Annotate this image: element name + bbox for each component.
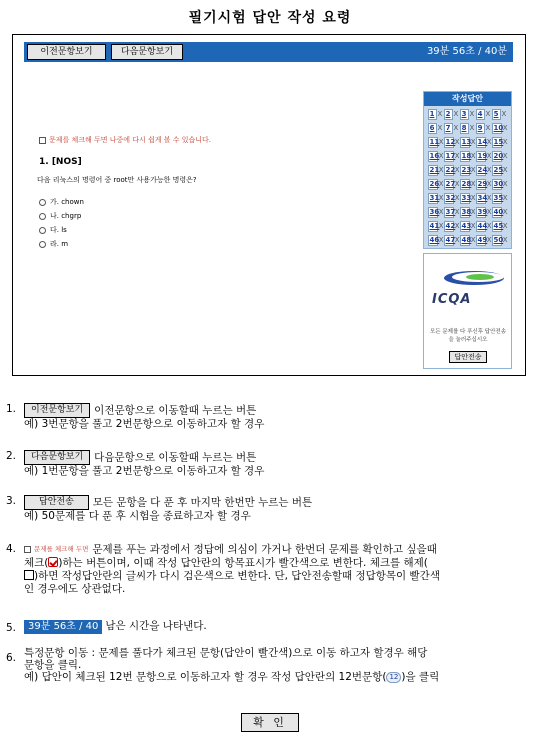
answer-number-link[interactable]: 8 — [460, 123, 469, 134]
instruction-text — [24, 620, 532, 634]
exam-screen-preview — [12, 34, 526, 376]
answer-number-link[interactable]: 49 — [477, 236, 488, 244]
answer-mark: X — [438, 236, 444, 244]
answer-number-link[interactable]: 46 — [429, 236, 440, 244]
instruction-number: 3. — [6, 495, 17, 507]
instruction-line: 특정문항 이동 : 문제를 풀다가 체크된 문항(답안이 빨간색)으로 이동 하고자 할경우 해당 — [24, 647, 428, 659]
answer-cell-11 — [428, 137, 444, 148]
answer-number-link[interactable]: 28 — [461, 180, 472, 188]
answer-mark: X — [453, 124, 459, 132]
answer-mark: X — [454, 208, 460, 216]
exam-top-bar — [24, 42, 513, 62]
instruction-text — [24, 403, 532, 430]
answer-mark: X — [438, 180, 444, 188]
answer-cell-38 — [460, 207, 476, 218]
answer-cell-44 — [476, 221, 492, 232]
instruction-number: 1. — [6, 403, 17, 415]
answer-cell-28 — [460, 179, 476, 190]
answer-cell-42 — [444, 221, 460, 232]
option-label: 다. ls — [50, 226, 67, 234]
answer-number-link[interactable]: 2 — [444, 109, 453, 120]
option-label: 나. chgrp — [50, 212, 82, 220]
answer-number-link[interactable]: 40 — [493, 208, 504, 216]
answer-cell-37 — [444, 207, 460, 218]
answer-mark: X — [486, 222, 492, 230]
option-2[interactable] — [39, 209, 84, 223]
instruction-line: )하면 작성답안란의 글씨가 다시 검은색으로 변한다. 단, 답안전송할때 정답항목이 빨간색 — [34, 569, 440, 582]
answer-number-link[interactable]: 16 — [429, 152, 440, 160]
answer-mark: X — [486, 180, 492, 188]
answer-number-link[interactable]: 33 — [461, 194, 472, 202]
instruction-line: 문제를 푸는 과정에서 정답에 의심이 가거나 한번더 문제를 확인하고 싶을때 — [92, 543, 437, 556]
answer-cell-48 — [460, 235, 476, 246]
answer-mark: X — [502, 138, 508, 146]
answer-cell-15 — [492, 137, 508, 148]
answer-cell-19 — [476, 151, 492, 162]
answer-cell-29 — [476, 179, 492, 190]
answer-number-link[interactable]: 6 — [428, 123, 437, 134]
answer-cell-20 — [492, 151, 508, 162]
checkbox-icon — [24, 546, 31, 553]
answer-mark: X — [470, 236, 476, 244]
answer-mark: X — [502, 222, 508, 230]
instruction-number: 5. — [6, 622, 17, 634]
instruction-number: 2. — [6, 450, 17, 462]
answer-mark: X — [438, 166, 444, 174]
answer-mark: X — [486, 138, 492, 146]
answer-mark: X — [485, 124, 491, 132]
answer-mark: X — [470, 138, 476, 146]
instruction-number: 4. — [6, 543, 17, 555]
answer-cell-4 — [476, 109, 492, 120]
answer-number-link[interactable]: 7 — [444, 123, 453, 134]
option-label: 라. m — [50, 240, 69, 248]
answer-12-link-icon: 12 — [386, 672, 401, 683]
instruction-text — [24, 450, 532, 477]
answer-mark: X — [486, 208, 492, 216]
answer-mark: X — [502, 166, 508, 174]
flag-question-toggle[interactable] — [39, 135, 211, 145]
answer-number-link[interactable]: 34 — [477, 194, 488, 202]
submit-panel — [423, 253, 512, 369]
checked-box-icon — [48, 557, 58, 567]
answer-cell-47 — [444, 235, 460, 246]
answer-number-link[interactable]: 41 — [429, 222, 440, 230]
answer-mark: X — [438, 138, 444, 146]
answer-number-link[interactable]: 17 — [445, 152, 456, 160]
demo-submit-button: 답안전송 — [24, 495, 89, 510]
instruction-line: 이전문항으로 이동할때 누르는 버튼 — [94, 404, 257, 417]
answer-number-link[interactable]: 47 — [445, 236, 456, 244]
answer-cell-50 — [492, 235, 508, 246]
answer-cell-43 — [460, 221, 476, 232]
question-text: 다음 리눅스의 명령어 중 root만 사용가능한 명령은? — [37, 176, 197, 184]
answer-number-link[interactable]: 43 — [461, 222, 472, 230]
instruction-line: 예) 1번문항을 풀고 2번문항으로 이동하고자 할 경우 — [24, 465, 265, 477]
answer-number-link[interactable]: 14 — [477, 138, 488, 146]
instruction-line: 예) 50문제를 다 푼 후 시험을 종료하고자 할 경우 — [24, 510, 251, 522]
instruction-text — [24, 495, 532, 522]
answer-cell-32 — [444, 193, 460, 204]
answer-mark: X — [486, 236, 492, 244]
radio-button[interactable] — [39, 199, 46, 206]
instruction-text — [24, 543, 532, 596]
answer-number-link[interactable]: 36 — [429, 208, 440, 216]
answer-number-link[interactable]: 12 — [445, 138, 456, 146]
answer-number-link[interactable]: 50 — [493, 236, 504, 244]
answer-number-link[interactable]: 32 — [445, 194, 456, 202]
answer-cell-45 — [492, 221, 508, 232]
answer-mark: X — [485, 110, 491, 118]
next-question-button[interactable]: 다음문항보기 — [111, 44, 183, 60]
answer-mark: X — [454, 138, 460, 146]
answer-mark: X — [438, 208, 444, 216]
answer-cell-6 — [428, 123, 444, 134]
answer-mark: X — [454, 194, 460, 202]
answer-mark: X — [438, 194, 444, 202]
instruction-line: 예) 3번문항을 풀고 2번문항으로 이동하고자 할 경우 — [24, 418, 265, 430]
answer-cell-31 — [428, 193, 444, 204]
answer-number-link[interactable]: 35 — [493, 194, 504, 202]
prev-question-button[interactable]: 이전문항보기 — [27, 44, 106, 60]
answer-number-link[interactable]: 19 — [477, 152, 488, 160]
answer-number-link[interactable]: 29 — [477, 180, 488, 188]
answer-cell-39 — [476, 207, 492, 218]
answer-number-link[interactable]: 31 — [429, 194, 440, 202]
question-number: 1. [NOS] — [39, 157, 82, 167]
option-4[interactable] — [39, 237, 84, 251]
answer-number-link[interactable]: 20 — [493, 152, 504, 160]
demo-next-button: 다음문항보기 — [24, 450, 90, 465]
answer-cell-12 — [444, 137, 460, 148]
answer-mark: X — [454, 222, 460, 230]
answer-number-link[interactable]: 30 — [493, 180, 504, 188]
answer-number-link[interactable]: 9 — [476, 123, 485, 134]
instruction-line: 예) 답안이 체크된 12번 문항으로 이동하고자 할 경우 작성 답안란의 12번문항( — [24, 671, 387, 683]
answer-mark: X — [437, 110, 443, 118]
answer-mark: X — [502, 194, 508, 202]
demo-flag-checkbox — [24, 543, 88, 556]
answer-number-link[interactable]: 13 — [461, 138, 472, 146]
answer-mark: X — [438, 152, 444, 160]
answer-cell-33 — [460, 193, 476, 204]
answer-mark: X — [470, 166, 476, 174]
instruction-line: 체크( — [24, 556, 49, 569]
answer-number-link[interactable]: 48 — [461, 236, 472, 244]
answer-mark: X — [438, 222, 444, 230]
answer-mark: X — [470, 208, 476, 216]
instruction-line: 남은 시간을 나타낸다. — [105, 620, 207, 632]
answer-number-link[interactable]: 1 — [428, 109, 437, 120]
flag-checkbox[interactable] — [39, 137, 46, 144]
logo-text: ICQA — [432, 292, 472, 307]
answer-cell-5 — [492, 109, 508, 120]
answer-number-link[interactable]: 15 — [493, 138, 504, 146]
answer-mark: X — [470, 222, 476, 230]
answer-mark: X — [502, 180, 508, 188]
answer-number-link[interactable]: 39 — [477, 208, 488, 216]
answer-number-link[interactable]: 10 — [493, 124, 504, 132]
answer-cell-25 — [492, 165, 508, 176]
answer-number-link[interactable]: 5 — [492, 109, 501, 120]
answer-mark: X — [470, 152, 476, 160]
answer-cell-7 — [444, 123, 460, 134]
answer-number-link[interactable]: 37 — [445, 208, 456, 216]
answer-cell-1 — [428, 109, 444, 120]
option-label: 가. chown — [50, 198, 84, 206]
answer-cell-35 — [492, 193, 508, 204]
instruction-line: 인 경우에도 상관없다. — [24, 582, 126, 595]
answer-mark: X — [470, 180, 476, 188]
answer-cell-10 — [492, 123, 508, 134]
flag-label: 문제를 체크해 두면 나중에 다시 쉽게 볼 수 있습니다. — [49, 136, 212, 144]
radio-button[interactable] — [39, 227, 46, 234]
answer-number-link[interactable]: 11 — [429, 138, 440, 146]
answer-mark: X — [501, 110, 507, 118]
answer-cell-22 — [444, 165, 460, 176]
instruction-line: 모든 문항을 다 푼 후 마지막 한번만 누르는 버튼 — [92, 496, 313, 509]
remaining-time: 39분 56초 / 40분 — [426, 46, 507, 57]
answer-cell-21 — [428, 165, 444, 176]
unchecked-box-icon — [24, 570, 34, 580]
page-title: 필기시험 답안 작성 요령 — [188, 10, 352, 26]
answer-cell-13 — [460, 137, 476, 148]
answer-cell-46 — [428, 235, 444, 246]
answer-mark: X — [486, 194, 492, 202]
answer-mark: X — [454, 166, 460, 174]
answer-mark: X — [486, 152, 492, 160]
answer-options — [39, 195, 84, 251]
answer-cell-26 — [428, 179, 444, 190]
answer-cell-9 — [476, 123, 492, 134]
instruction-line: )을 클릭 — [401, 671, 440, 683]
answer-mark: X — [454, 152, 460, 160]
answer-cell-34 — [476, 193, 492, 204]
answer-number-link[interactable]: 22 — [445, 166, 456, 174]
answer-number-link[interactable]: 24 — [477, 166, 488, 174]
option-1[interactable] — [39, 195, 84, 209]
answer-sheet-grid — [428, 109, 508, 246]
answer-mark: X — [454, 180, 460, 188]
submit-answers-button[interactable]: 답안전송 — [449, 351, 487, 363]
answer-number-link[interactable]: 21 — [429, 166, 440, 174]
demo-prev-button: 이전문항보기 — [24, 403, 90, 418]
answer-cell-2 — [444, 109, 460, 120]
answer-mark: X — [502, 124, 508, 132]
answer-number-link[interactable]: 42 — [445, 222, 456, 230]
answer-cell-30 — [492, 179, 508, 190]
instruction-line: 문항을 클릭. — [24, 659, 82, 671]
instruction-line: 다음문항으로 이동할때 누르는 버튼 — [94, 451, 257, 464]
answer-cell-24 — [476, 165, 492, 176]
submit-note: 모든 문제를 다 푸신후 답안전송을 눌러주십시오 — [429, 329, 507, 343]
answer-mark: X — [469, 124, 475, 132]
answer-number-link[interactable]: 3 — [460, 109, 469, 120]
answer-number-link[interactable]: 45 — [493, 222, 504, 230]
demo-remaining-time: 39분 56초 / 40 — [24, 620, 102, 634]
answer-number-link[interactable]: 27 — [445, 180, 456, 188]
answer-mark: X — [502, 236, 508, 244]
answer-cell-3 — [460, 109, 476, 120]
answer-cell-23 — [460, 165, 476, 176]
answer-mark: X — [437, 124, 443, 132]
instruction-line: )하는 버튼이며, 이때 작성 답안란의 항목표시가 빨간색으로 변한다. 체크를 해제( — [58, 556, 428, 569]
answer-cell-41 — [428, 221, 444, 232]
answer-cell-14 — [476, 137, 492, 148]
answer-mark: X — [502, 152, 508, 160]
answer-cell-18 — [460, 151, 476, 162]
answer-cell-8 — [460, 123, 476, 134]
answer-cell-27 — [444, 179, 460, 190]
answer-number-link[interactable]: 44 — [477, 222, 488, 230]
answer-cell-40 — [492, 207, 508, 218]
answer-cell-49 — [476, 235, 492, 246]
answer-number-link[interactable]: 38 — [461, 208, 472, 216]
answer-number-link[interactable]: 4 — [476, 109, 485, 120]
answer-cell-36 — [428, 207, 444, 218]
answer-number-link[interactable]: 25 — [493, 166, 504, 174]
confirm-button[interactable]: 확 인 — [241, 713, 299, 732]
answer-mark: X — [469, 110, 475, 118]
radio-button[interactable] — [39, 241, 46, 248]
answer-mark: X — [486, 166, 492, 174]
answer-sheet-title: 작성답안 — [424, 92, 511, 106]
answer-number-link[interactable]: 18 — [461, 152, 472, 160]
demo-flag-label: 문제를 체크해 두면 — [34, 545, 89, 553]
answer-cell-17 — [444, 151, 460, 162]
answer-number-link[interactable]: 23 — [461, 166, 472, 174]
answer-mark: X — [454, 236, 460, 244]
instruction-number: 6. — [6, 652, 17, 664]
answer-mark: X — [453, 110, 459, 118]
answer-sheet-panel — [423, 91, 512, 249]
answer-cell-16 — [428, 151, 444, 162]
instruction-text — [24, 647, 532, 683]
option-3[interactable] — [39, 223, 84, 237]
answer-number-link[interactable]: 26 — [429, 180, 440, 188]
answer-mark: X — [470, 194, 476, 202]
radio-button[interactable] — [39, 213, 46, 220]
answer-mark: X — [502, 208, 508, 216]
